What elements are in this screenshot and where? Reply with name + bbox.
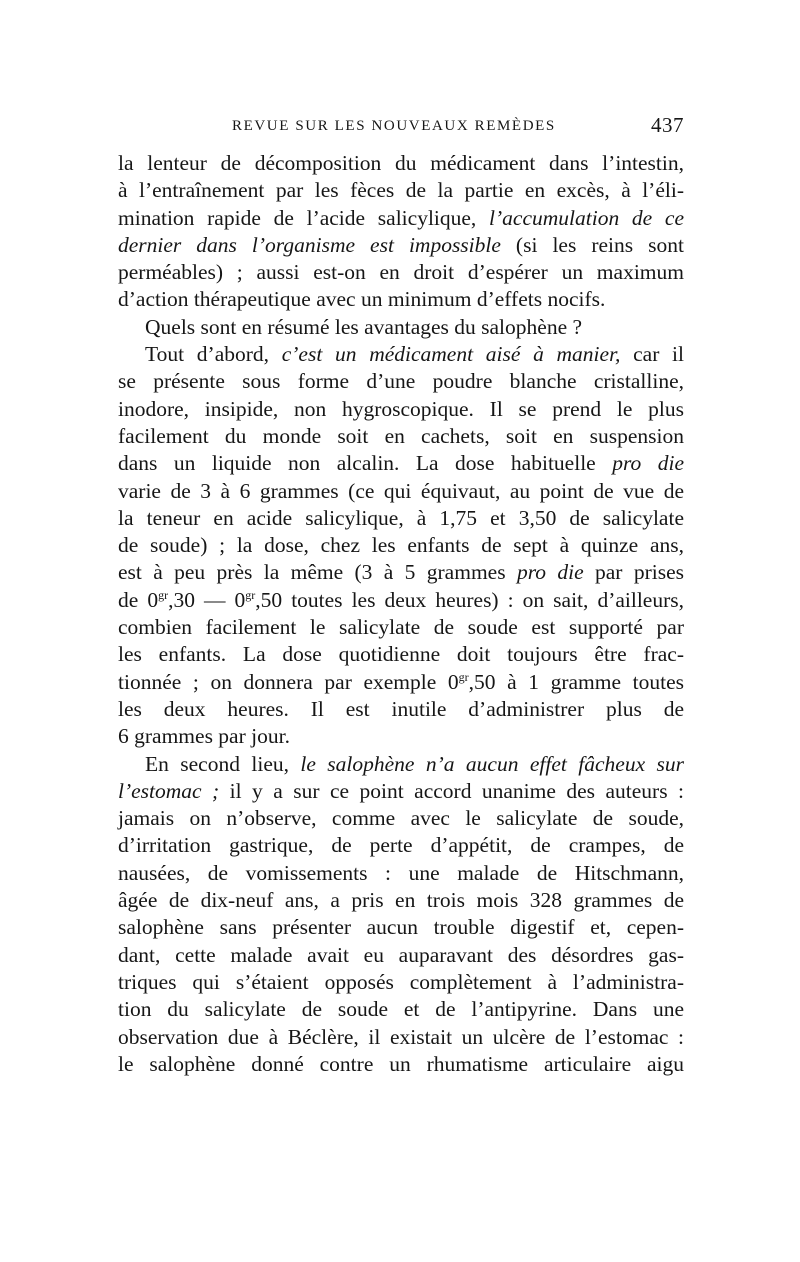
- italic-emphasis: dernier dans l’organisme est impossible: [118, 232, 501, 257]
- text-line: le salophène donné contre un rhumatisme articulaire aigu: [118, 1051, 684, 1076]
- italic-emphasis: l’accumulation de ce: [489, 205, 685, 230]
- text-line: à l’entraînement par les fèces de la partie en excès, à l’éli-: [118, 178, 684, 203]
- paragraph-start-line: En second lieu, le salophène n’a aucun effet fâcheux sur: [145, 751, 684, 776]
- page-number: 437: [651, 113, 684, 137]
- italic-emphasis: c’est un médicament aisé à manier,: [281, 342, 621, 367]
- text-line: dans un liquide non alcalin. La dose habituelle pro die: [118, 451, 684, 476]
- text-line: varie de 3 à 6 grammes (ce qui équivaut, au point de vue de: [118, 478, 684, 503]
- text-line: perméables) ; aussi est-on en droit d’espérer un maximum: [118, 260, 684, 285]
- text-line: combien facilement le salicylate de soude est supporté par: [118, 615, 684, 640]
- text-line: d’action thérapeutique avec un minimum d’effets nocifs.: [118, 287, 606, 312]
- paragraph-start-line: Quels sont en résumé les avantages du salophène ?: [145, 314, 583, 339]
- text-line: triques qui s’étaient opposés complètement à l’administra-: [118, 969, 684, 994]
- text-line: les deux heures. Il est inutile d’administrer plus de: [118, 696, 684, 721]
- italic-emphasis: le salophène n’a aucun effet fâcheux sur: [300, 751, 684, 776]
- gram-abbreviation: gr: [158, 587, 169, 602]
- text-line: se présente sous forme d’une poudre blanche cristalline,: [118, 369, 684, 394]
- text-line: 6 grammes par jour.: [118, 724, 290, 749]
- text-line: dant, cette malade avait eu auparavant des désordres gas-: [118, 942, 684, 967]
- text-line: d’irritation gastrique, de perte d’appétit, de crampes, de: [118, 833, 684, 858]
- text-line: la lenteur de décomposition du médicament dans l’intestin,: [118, 151, 684, 175]
- gram-abbreviation: gr: [458, 669, 469, 684]
- text-line: est à peu près la même (3 à 5 grammes pro die par prises: [118, 560, 684, 585]
- gram-abbreviation: gr: [245, 587, 256, 602]
- text-line: de soude) ; la dose, chez les enfants de sept à quinze ans,: [118, 533, 684, 558]
- italic-emphasis: l’estomac ;: [118, 778, 220, 803]
- text-line: l’estomac ; il y a sur ce point accord unanime des auteurs :: [118, 778, 684, 803]
- body-text: [118, 150, 684, 1078]
- text-line: salophène sans présenter aucun trouble digestif et, cepen-: [118, 915, 684, 940]
- text-line: inodore, insipide, non hygroscopique. Il se prend le plus: [118, 396, 684, 421]
- text-line: nausées, de vomissements : une malade de Hitschmann,: [118, 860, 684, 885]
- text-line: mination rapide de l’acide salicylique, l’accumulation de ce: [118, 205, 685, 230]
- text-line: la teneur en acide salicylique, à 1,75 et 3,50 de salicylate: [118, 505, 684, 530]
- text-line: tion du salicylate de soude et de l’antipyrine. Dans une: [118, 997, 684, 1022]
- text-line: les enfants. La dose quotidienne doit toujours être frac-: [118, 642, 684, 667]
- text-line: de $0^{gr},30$ — $0^{gr},50$ toutes les deux heures) : on sait, d’ailleurs,: [118, 587, 685, 612]
- paragraph-start-line: Tout d’abord, c’est un médicament aisé à manier, car il: [145, 342, 685, 367]
- text-line: dernier dans l’organisme est impossible (si les reins sont: [118, 232, 684, 257]
- running-title: REVUE SUR LES NOUVEAUX REMÈDES: [232, 118, 556, 134]
- text-line: jamais on n’observe, comme avec le salicylate de soude,: [118, 806, 684, 831]
- italic-emphasis: pro die: [516, 560, 584, 585]
- text-line: observation due à Béclère, il existait un ulcère de l’estomac :: [118, 1024, 684, 1049]
- text-line: âgée de dix-neuf ans, a pris en trois mois 328 grammes de: [118, 888, 684, 913]
- italic-emphasis: pro die: [612, 451, 684, 476]
- running-head: [118, 112, 684, 138]
- text-line: facilement du monde soit en cachets, soit en suspension: [118, 423, 684, 448]
- text-line: tionnée ; on donnera par exemple $0^{gr},50$ à 1 gramme toutes: [118, 669, 685, 694]
